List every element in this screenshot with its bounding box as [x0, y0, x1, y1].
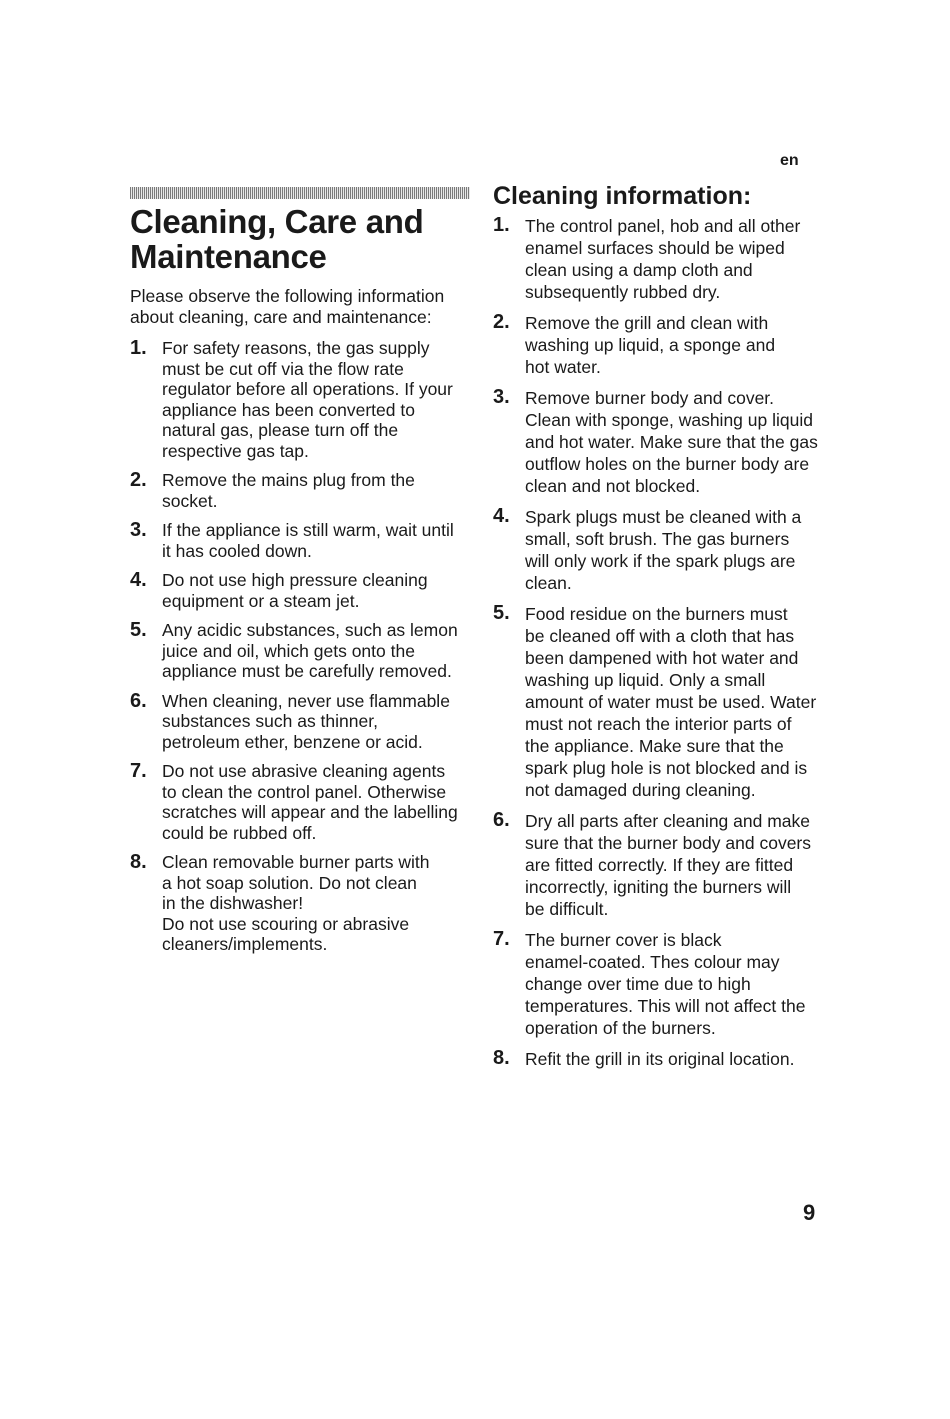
item-text: Remove burner body and cover. Clean with sponge, washing up liquid and hot water. Make sure that the gas outflow holes on the burner body are clean and not blocked. [525, 388, 818, 496]
item-text: Do not use abrasive cleaning agents to clean the control panel. Otherwise scratches will appear and the labelling could be rubbed off. [162, 761, 458, 843]
item-number: 2. [130, 469, 147, 491]
list-item [493, 387, 823, 497]
item-number: 7. [130, 760, 147, 782]
list-item [130, 620, 470, 682]
item-text: Spark plugs must be cleaned with a small, soft brush. The gas burners will only work if the spark plugs are clean. [525, 507, 802, 593]
item-number: 6. [130, 689, 147, 712]
list-item [493, 215, 823, 303]
item-number: 1. [130, 337, 147, 359]
language-code: en [780, 152, 799, 169]
intro-text: Please observe the following information about cleaning, care and maintenance: [130, 286, 445, 327]
item-number: 3. [493, 386, 510, 408]
item-number: 6. [493, 809, 510, 831]
item-text: Remove the grill and clean with washing up liquid, a sponge and hot water. [525, 313, 776, 377]
item-text: Dry all parts after cleaning and make sure that the burner body and covers are fitted correctly. If they are fitted incorrectly, igniting the burners will be difficult. [525, 811, 812, 919]
list-item [130, 338, 470, 461]
list-item [130, 761, 470, 843]
item-number: 8. [130, 851, 147, 873]
list-item [493, 1048, 823, 1070]
list-item [493, 312, 823, 378]
list-item [493, 810, 823, 920]
list-item [130, 470, 470, 511]
list-item [130, 852, 470, 955]
item-text: If the appliance is still warm, wait until it has cooled down. [162, 520, 454, 561]
item-text: Remove the mains plug from the socket. [162, 470, 415, 511]
list-item [493, 603, 823, 801]
left-column [130, 204, 470, 964]
item-text: Do not use high pressure cleaning equipment or a steam jet. [162, 570, 428, 611]
item-number: 2. [493, 311, 510, 333]
list-item [493, 929, 823, 1039]
item-text: Food residue on the burners must be cleaned off with a cloth that has been dampened with hot water and washing up liquid. Only a small amount of water must be used. Water must not reach the interior parts of the appliance. Make sure that the spark plug hole is not blocked and is not damaged during cleaning. [525, 604, 817, 800]
section-divider-bar [130, 187, 470, 199]
item-number: 4. [130, 569, 147, 591]
item-text: Refit the grill in its original location. [525, 1049, 795, 1069]
item-number: 5. [130, 619, 147, 641]
item-text: When cleaning, never use flammable substances such as thinner, petroleum ether, benzene or acid. [162, 690, 450, 752]
item-text: For safety reasons, the gas supply must be cut off via the flow rate regulator before all operations. If your appliance has been converted to natural gas, please turn off the respective gas tap. [162, 338, 453, 461]
list-item [130, 520, 470, 561]
page-number: 9 [803, 1200, 816, 1225]
item-text: The burner cover is black enamel-coated. Thes colour may change over time due to high temperatures. This will not affect the operation of the burners. [525, 930, 806, 1038]
list-item [130, 570, 470, 611]
item-number: 5. [493, 602, 510, 624]
section-title: Cleaning information: [493, 182, 752, 210]
page-title: Cleaning, Care and Maintenance [130, 203, 424, 275]
item-text: Any acidic substances, such as lemon juice and oil, which gets onto the appliance must be carefully removed. [162, 620, 458, 681]
right-column [493, 181, 823, 1079]
item-number: 1. [493, 214, 510, 236]
item-number: 4. [493, 505, 510, 527]
item-text: The control panel, hob and all other enamel surfaces should be wiped clean using a damp cloth and subsequently rubbed dry. [525, 216, 801, 302]
care-list [130, 338, 470, 955]
cleaning-list [493, 215, 823, 1070]
list-item [493, 506, 823, 594]
item-number: 7. [493, 928, 510, 950]
list-item [130, 691, 470, 753]
item-number: 8. [493, 1047, 510, 1069]
item-text: Clean removable burner parts with a hot soap solution. Do not clean in the dishwasher! Do not use scouring or abrasive cleaners/implements. [162, 852, 430, 954]
item-number: 3. [130, 519, 147, 541]
